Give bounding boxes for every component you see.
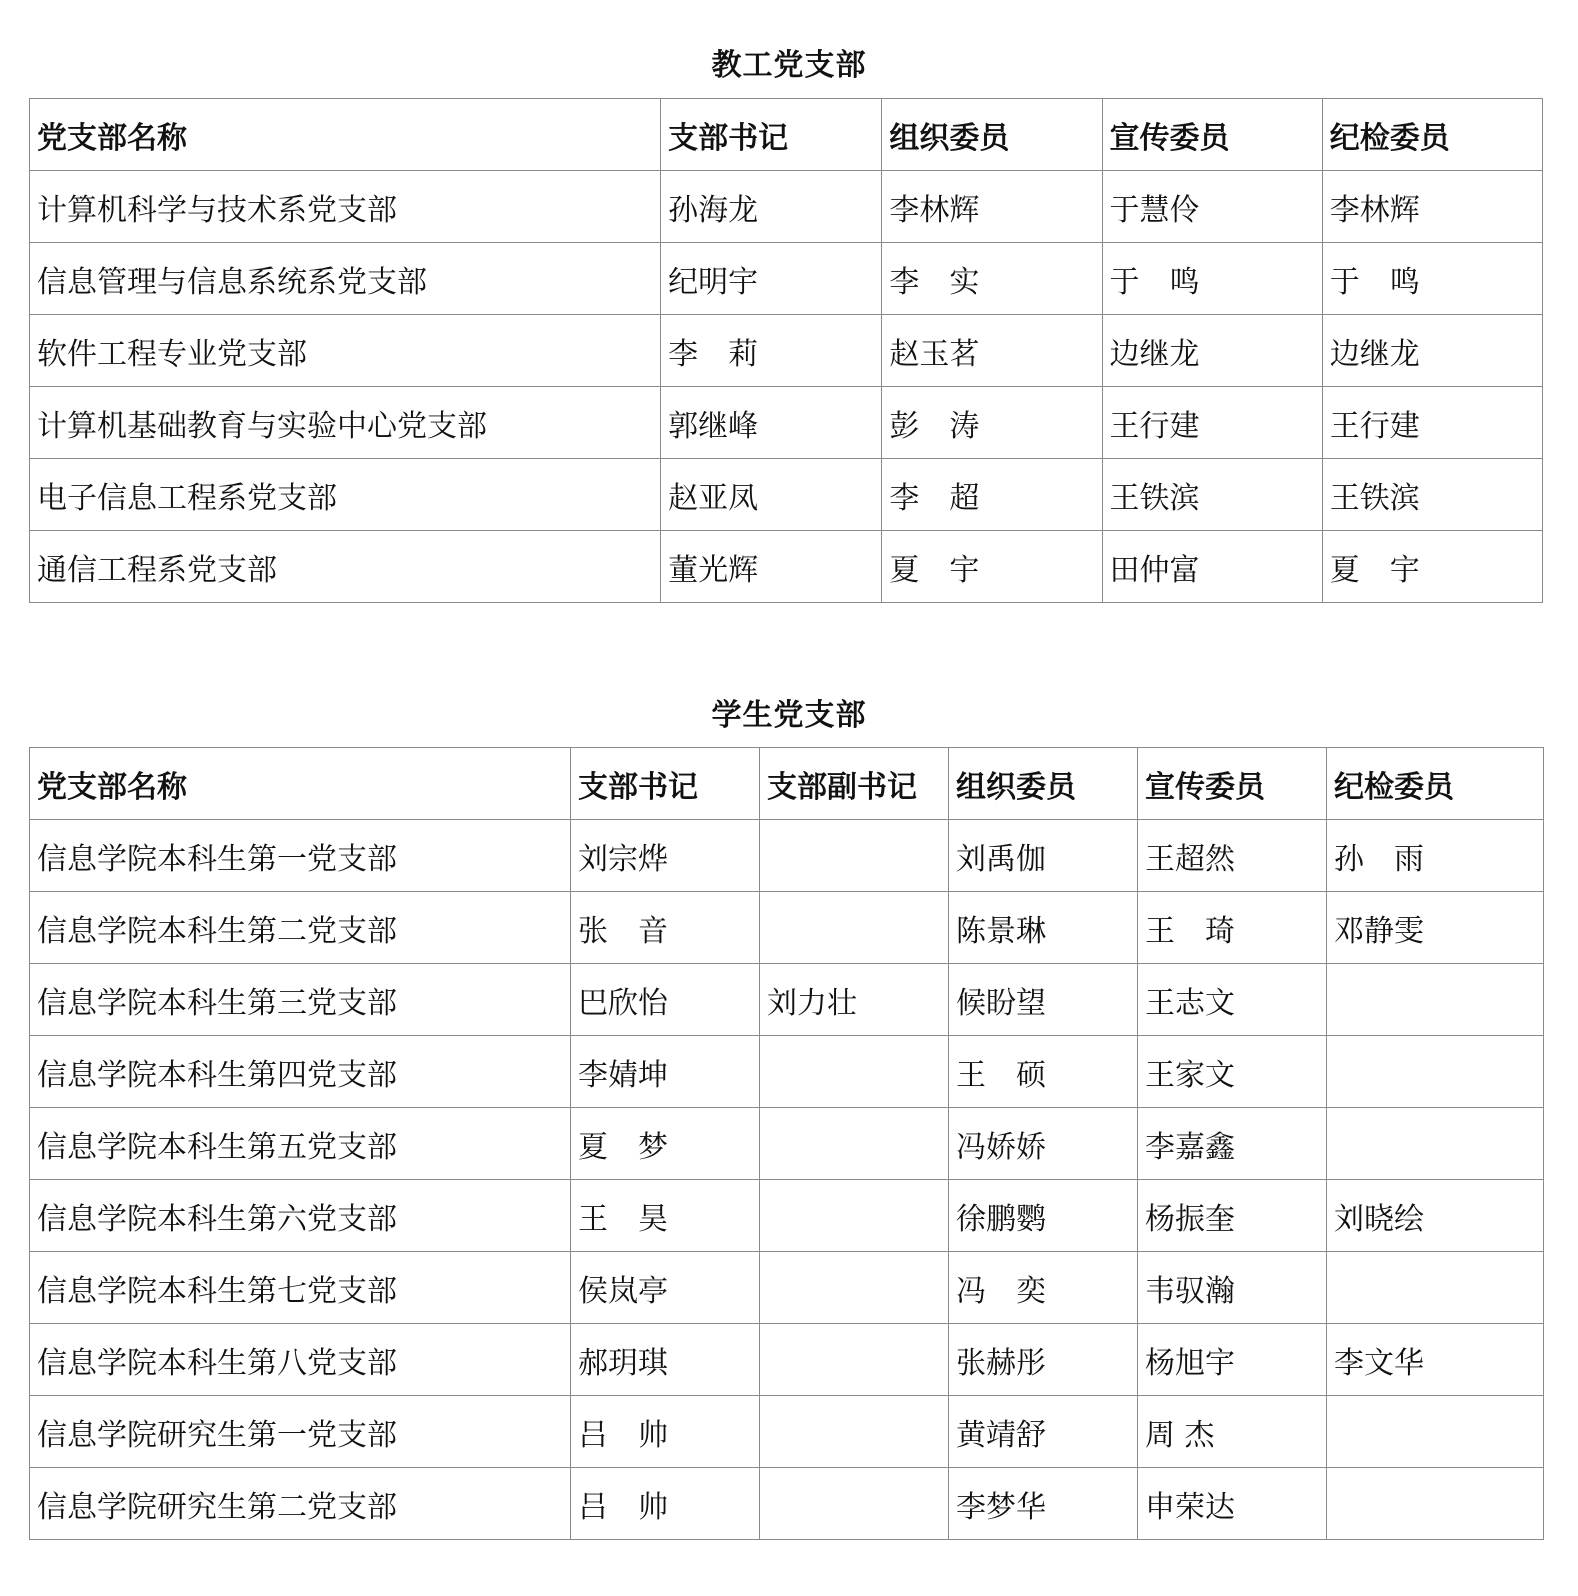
organization-member-cell: 李 实 bbox=[882, 243, 1102, 315]
discipline-member-cell: 边继龙 bbox=[1322, 315, 1542, 387]
secretary-cell: 郭继峰 bbox=[661, 387, 882, 459]
branch-name-cell: 计算机基础教育与实验中心党支部 bbox=[30, 387, 661, 459]
table-row bbox=[30, 171, 1543, 243]
deputy-secretary-cell bbox=[760, 1324, 949, 1396]
secretary-cell: 吕 帅 bbox=[571, 1468, 760, 1540]
table-row bbox=[30, 387, 1543, 459]
branch-name-cell: 信息学院本科生第六党支部 bbox=[30, 1180, 571, 1252]
organization-member-cell: 王 硕 bbox=[949, 1036, 1138, 1108]
branch-name-cell: 信息学院研究生第一党支部 bbox=[30, 1396, 571, 1468]
discipline-member-cell: 王铁滨 bbox=[1322, 459, 1542, 531]
branch-name-cell: 软件工程专业党支部 bbox=[30, 315, 661, 387]
column-header-secretary: 支部书记 bbox=[661, 99, 882, 171]
discipline-member-cell bbox=[1327, 1036, 1544, 1108]
deputy-secretary-cell bbox=[760, 1108, 949, 1180]
organization-member-cell: 徐鹏鹦 bbox=[949, 1180, 1138, 1252]
table-row bbox=[30, 1036, 1544, 1108]
table-row bbox=[30, 1324, 1544, 1396]
organization-member-cell: 李梦华 bbox=[949, 1468, 1138, 1540]
publicity-member-cell: 王志文 bbox=[1138, 964, 1327, 1036]
secretary-cell: 夏 梦 bbox=[571, 1108, 760, 1180]
staff-section-title: 教工党支部 bbox=[711, 48, 867, 83]
secretary-cell: 张 音 bbox=[571, 892, 760, 964]
table-row bbox=[30, 1108, 1544, 1180]
branch-name-cell: 信息学院本科生第七党支部 bbox=[30, 1252, 571, 1324]
table-row bbox=[30, 531, 1543, 603]
table-row bbox=[30, 1180, 1544, 1252]
deputy-secretary-cell bbox=[760, 892, 949, 964]
table-row bbox=[30, 1468, 1544, 1540]
branch-name-cell: 电子信息工程系党支部 bbox=[30, 459, 661, 531]
column-header-deputy-secretary: 支部副书记 bbox=[760, 748, 949, 820]
deputy-secretary-cell bbox=[760, 1468, 949, 1540]
deputy-secretary-cell bbox=[760, 1036, 949, 1108]
secretary-cell: 董光辉 bbox=[661, 531, 882, 603]
discipline-member-cell: 邓静雯 bbox=[1327, 892, 1544, 964]
branch-name-cell: 信息学院本科生第二党支部 bbox=[30, 892, 571, 964]
publicity-member-cell: 田仲富 bbox=[1102, 531, 1322, 603]
publicity-member-cell: 王家文 bbox=[1138, 1036, 1327, 1108]
column-header-publicity-member: 宣传委员 bbox=[1102, 99, 1322, 171]
secretary-cell: 巴欣怡 bbox=[571, 964, 760, 1036]
column-header-secretary: 支部书记 bbox=[571, 748, 760, 820]
column-header-branch-name: 党支部名称 bbox=[30, 748, 571, 820]
column-header-discipline-member: 纪检委员 bbox=[1327, 748, 1544, 820]
publicity-member-cell: 于慧伶 bbox=[1102, 171, 1322, 243]
branch-name-cell: 信息学院本科生第三党支部 bbox=[30, 964, 571, 1036]
discipline-member-cell: 王行建 bbox=[1322, 387, 1542, 459]
secretary-cell: 王 昊 bbox=[571, 1180, 760, 1252]
organization-member-cell: 刘禹伽 bbox=[949, 820, 1138, 892]
deputy-secretary-cell bbox=[760, 1252, 949, 1324]
staff-branch-table bbox=[29, 98, 1543, 603]
organization-member-cell: 李林辉 bbox=[882, 171, 1102, 243]
branch-name-cell: 信息学院本科生第五党支部 bbox=[30, 1108, 571, 1180]
table-row bbox=[30, 1252, 1544, 1324]
publicity-member-cell: 王 琦 bbox=[1138, 892, 1327, 964]
table-header-row bbox=[30, 99, 1543, 171]
column-header-publicity-member: 宣传委员 bbox=[1138, 748, 1327, 820]
organization-member-cell: 冯娇娇 bbox=[949, 1108, 1138, 1180]
column-header-branch-name: 党支部名称 bbox=[30, 99, 661, 171]
branch-name-cell: 信息学院本科生第一党支部 bbox=[30, 820, 571, 892]
deputy-secretary-cell: 刘力壮 bbox=[760, 964, 949, 1036]
organization-member-cell: 黄靖舒 bbox=[949, 1396, 1138, 1468]
secretary-cell: 李 莉 bbox=[661, 315, 882, 387]
student-branch-table bbox=[29, 747, 1544, 1540]
discipline-member-cell bbox=[1327, 1396, 1544, 1468]
discipline-member-cell bbox=[1327, 1468, 1544, 1540]
deputy-secretary-cell bbox=[760, 1396, 949, 1468]
discipline-member-cell bbox=[1327, 964, 1544, 1036]
organization-member-cell: 夏 宇 bbox=[882, 531, 1102, 603]
table-header-row bbox=[30, 748, 1544, 820]
table-row bbox=[30, 892, 1544, 964]
table-row bbox=[30, 964, 1544, 1036]
secretary-cell: 刘宗烨 bbox=[571, 820, 760, 892]
discipline-member-cell: 李文华 bbox=[1327, 1324, 1544, 1396]
discipline-member-cell bbox=[1327, 1108, 1544, 1180]
organization-member-cell: 张赫彤 bbox=[949, 1324, 1138, 1396]
deputy-secretary-cell bbox=[760, 1180, 949, 1252]
publicity-member-cell: 王行建 bbox=[1102, 387, 1322, 459]
student-section-title: 学生党支部 bbox=[711, 698, 867, 733]
publicity-member-cell: 杨振奎 bbox=[1138, 1180, 1327, 1252]
organization-member-cell: 候盼望 bbox=[949, 964, 1138, 1036]
organization-member-cell: 赵玉茗 bbox=[882, 315, 1102, 387]
column-header-organization-member: 组织委员 bbox=[949, 748, 1138, 820]
publicity-member-cell: 于 鸣 bbox=[1102, 243, 1322, 315]
table-row bbox=[30, 820, 1544, 892]
discipline-member-cell: 李林辉 bbox=[1322, 171, 1542, 243]
branch-name-cell: 信息学院本科生第四党支部 bbox=[30, 1036, 571, 1108]
discipline-member-cell bbox=[1327, 1252, 1544, 1324]
publicity-member-cell: 王铁滨 bbox=[1102, 459, 1322, 531]
publicity-member-cell: 李嘉鑫 bbox=[1138, 1108, 1327, 1180]
secretary-cell: 赵亚凤 bbox=[661, 459, 882, 531]
discipline-member-cell: 孙 雨 bbox=[1327, 820, 1544, 892]
publicity-member-cell: 申荣达 bbox=[1138, 1468, 1327, 1540]
branch-name-cell: 信息学院研究生第二党支部 bbox=[30, 1468, 571, 1540]
table-row bbox=[30, 1396, 1544, 1468]
secretary-cell: 纪明宇 bbox=[661, 243, 882, 315]
discipline-member-cell: 刘晓绘 bbox=[1327, 1180, 1544, 1252]
column-header-discipline-member: 纪检委员 bbox=[1322, 99, 1542, 171]
organization-member-cell: 陈景琳 bbox=[949, 892, 1138, 964]
publicity-member-cell: 韦驭瀚 bbox=[1138, 1252, 1327, 1324]
discipline-member-cell: 于 鸣 bbox=[1322, 243, 1542, 315]
deputy-secretary-cell bbox=[760, 820, 949, 892]
table-row bbox=[30, 459, 1543, 531]
publicity-member-cell: 边继龙 bbox=[1102, 315, 1322, 387]
table-row bbox=[30, 243, 1543, 315]
secretary-cell: 郝玥琪 bbox=[571, 1324, 760, 1396]
table-row bbox=[30, 315, 1543, 387]
secretary-cell: 侯岚亭 bbox=[571, 1252, 760, 1324]
organization-member-cell: 李 超 bbox=[882, 459, 1102, 531]
branch-name-cell: 信息管理与信息系统系党支部 bbox=[30, 243, 661, 315]
publicity-member-cell: 周 杰 bbox=[1138, 1396, 1327, 1468]
organization-member-cell: 冯 奕 bbox=[949, 1252, 1138, 1324]
secretary-cell: 吕 帅 bbox=[571, 1396, 760, 1468]
publicity-member-cell: 王超然 bbox=[1138, 820, 1327, 892]
discipline-member-cell: 夏 宇 bbox=[1322, 531, 1542, 603]
secretary-cell: 李婧坤 bbox=[571, 1036, 760, 1108]
publicity-member-cell: 杨旭宇 bbox=[1138, 1324, 1327, 1396]
secretary-cell: 孙海龙 bbox=[661, 171, 882, 243]
branch-name-cell: 通信工程系党支部 bbox=[30, 531, 661, 603]
branch-name-cell: 计算机科学与技术系党支部 bbox=[30, 171, 661, 243]
column-header-organization-member: 组织委员 bbox=[882, 99, 1102, 171]
branch-name-cell: 信息学院本科生第八党支部 bbox=[30, 1324, 571, 1396]
organization-member-cell: 彭 涛 bbox=[882, 387, 1102, 459]
